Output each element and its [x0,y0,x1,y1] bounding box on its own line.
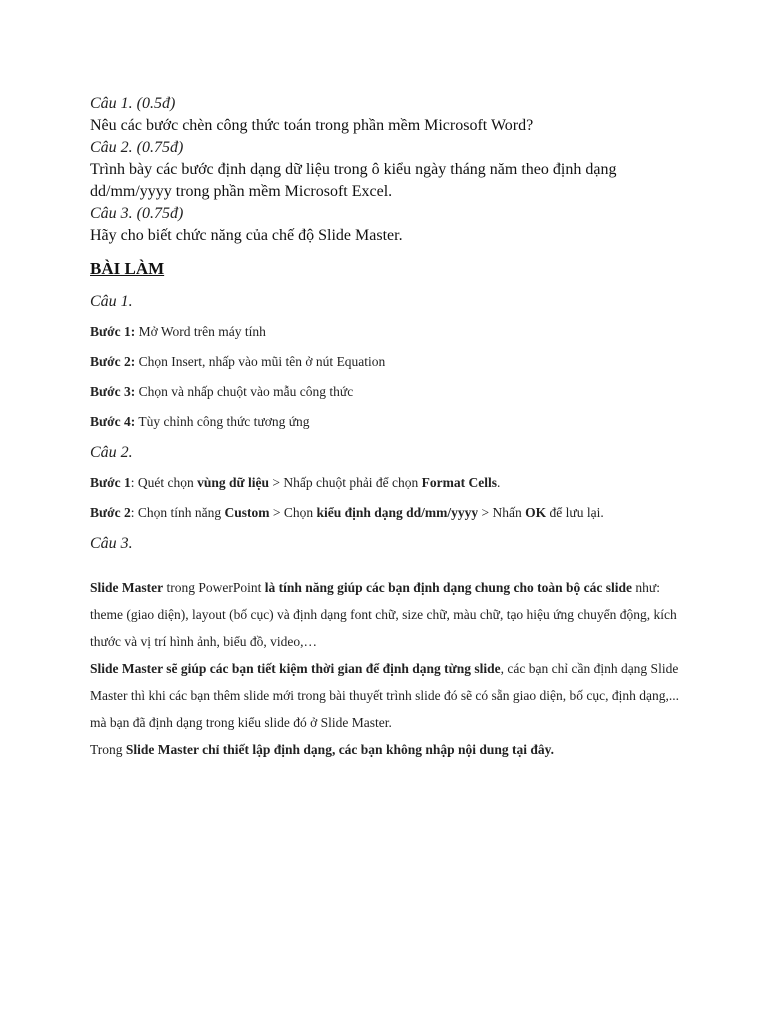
answer-1-step-1 [90,323,690,341]
step-bold-text: vùng dữ liệu [197,475,269,490]
answer-3-body [90,574,680,763]
answer-2-step-2 [90,504,690,522]
question-1-title: Câu 1. (0.5đ) [90,95,176,112]
step-bold-text: kiểu định dạng dd/mm/yyyy [316,505,479,520]
bold-text: là tính năng giúp các bạn định dạng chung cho toàn bộ các slide [264,580,632,595]
bold-text: Slide Master chỉ thiết lập định dạng, các bạn không nhập nội dung tại đây. [125,742,555,757]
answer-1-step-2 [90,353,690,371]
question-2-text-line-2: dd/mm/yyyy trong phần mềm Microsoft Excel. [90,183,393,200]
answer-heading: BÀI LÀM [90,259,165,278]
answer-2-step-1 [90,474,690,492]
answer-1-title: Câu 1. [90,293,133,310]
step-bold-text: Format Cells [421,475,498,490]
step-text: Chọn Insert, nhấp vào mũi tên ở nút Equation [135,354,386,369]
step-bold-text: Custom [224,505,270,520]
question-2-text-line-1: Trình bày các bước định dạng dữ liệu trong ô kiểu ngày tháng năm theo định dạng [90,161,617,178]
step-text: Tùy chỉnh công thức tương ứng [135,414,310,429]
step-label: Bước 4: [90,414,136,429]
question-3-title: Câu 3. (0.75đ) [90,205,184,222]
step-text: : Quét chọn [130,475,198,490]
step-label: Bước 2 [90,505,131,520]
bold-text: Slide Master sẽ giúp các bạn tiết kiệm thời gian để định dạng từng slide [90,661,501,676]
answer-1-step-4 [90,413,690,431]
bold-text: Slide Master [90,580,164,595]
answer-1-step-3 [90,383,690,401]
step-label: Bước 1: [90,324,136,339]
step-text: Mở Word trên máy tính [135,324,266,339]
step-label: Bước 3: [90,384,136,399]
answer-3-paragraph-3 [90,736,680,763]
answer-section [90,292,690,565]
body-text: Trong [90,742,126,757]
body-text: trong PowerPoint [163,580,265,595]
question-1-text: Nêu các bước chèn công thức toán trong phần mềm Microsoft Word? [90,117,534,134]
question-2-title: Câu 2. (0.75đ) [90,139,184,156]
step-text: > Nhấn [478,505,526,520]
step-label: Bước 1 [90,475,131,490]
body-text: , các bạn chỉ cần định dạng Slide Master thì khi các bạn thêm slide mới trong bài thuyết trình slide đó sẽ có sẵn giao diện, bố cục, định dạng,... mà bạn đã định dạng trong kiểu slide đó ở Slide Master. [90,661,680,730]
answer-3-paragraph-1 [90,574,680,655]
step-text: : Chọn tính năng [130,505,225,520]
step-label: Bước 2: [90,354,136,369]
step-text: . [497,475,501,490]
body-text: như: theme (giao diện), layout (bố cục) và định dạng font chữ, size chữ, màu chữ, tạo hiệu ứng chuyển động, kích thước và vị trí hình ảnh, biểu đồ, video,… [90,580,677,649]
step-text: > Chọn [269,505,317,520]
answer-3-title: Câu 3. [90,535,133,552]
step-text: Chọn và nhấp chuột vào mẫu công thức [135,384,354,399]
answer-3-paragraph-2 [90,655,680,736]
answer-2-title: Câu 2. [90,444,133,461]
step-text: > Nhấp chuột phải để chọn [268,475,422,490]
step-bold-text: OK [525,505,547,520]
step-text: để lưu lại. [546,505,604,520]
question-list [90,93,690,247]
question-3-text: Hãy cho biết chức năng của chế độ Slide Master. [90,227,403,244]
